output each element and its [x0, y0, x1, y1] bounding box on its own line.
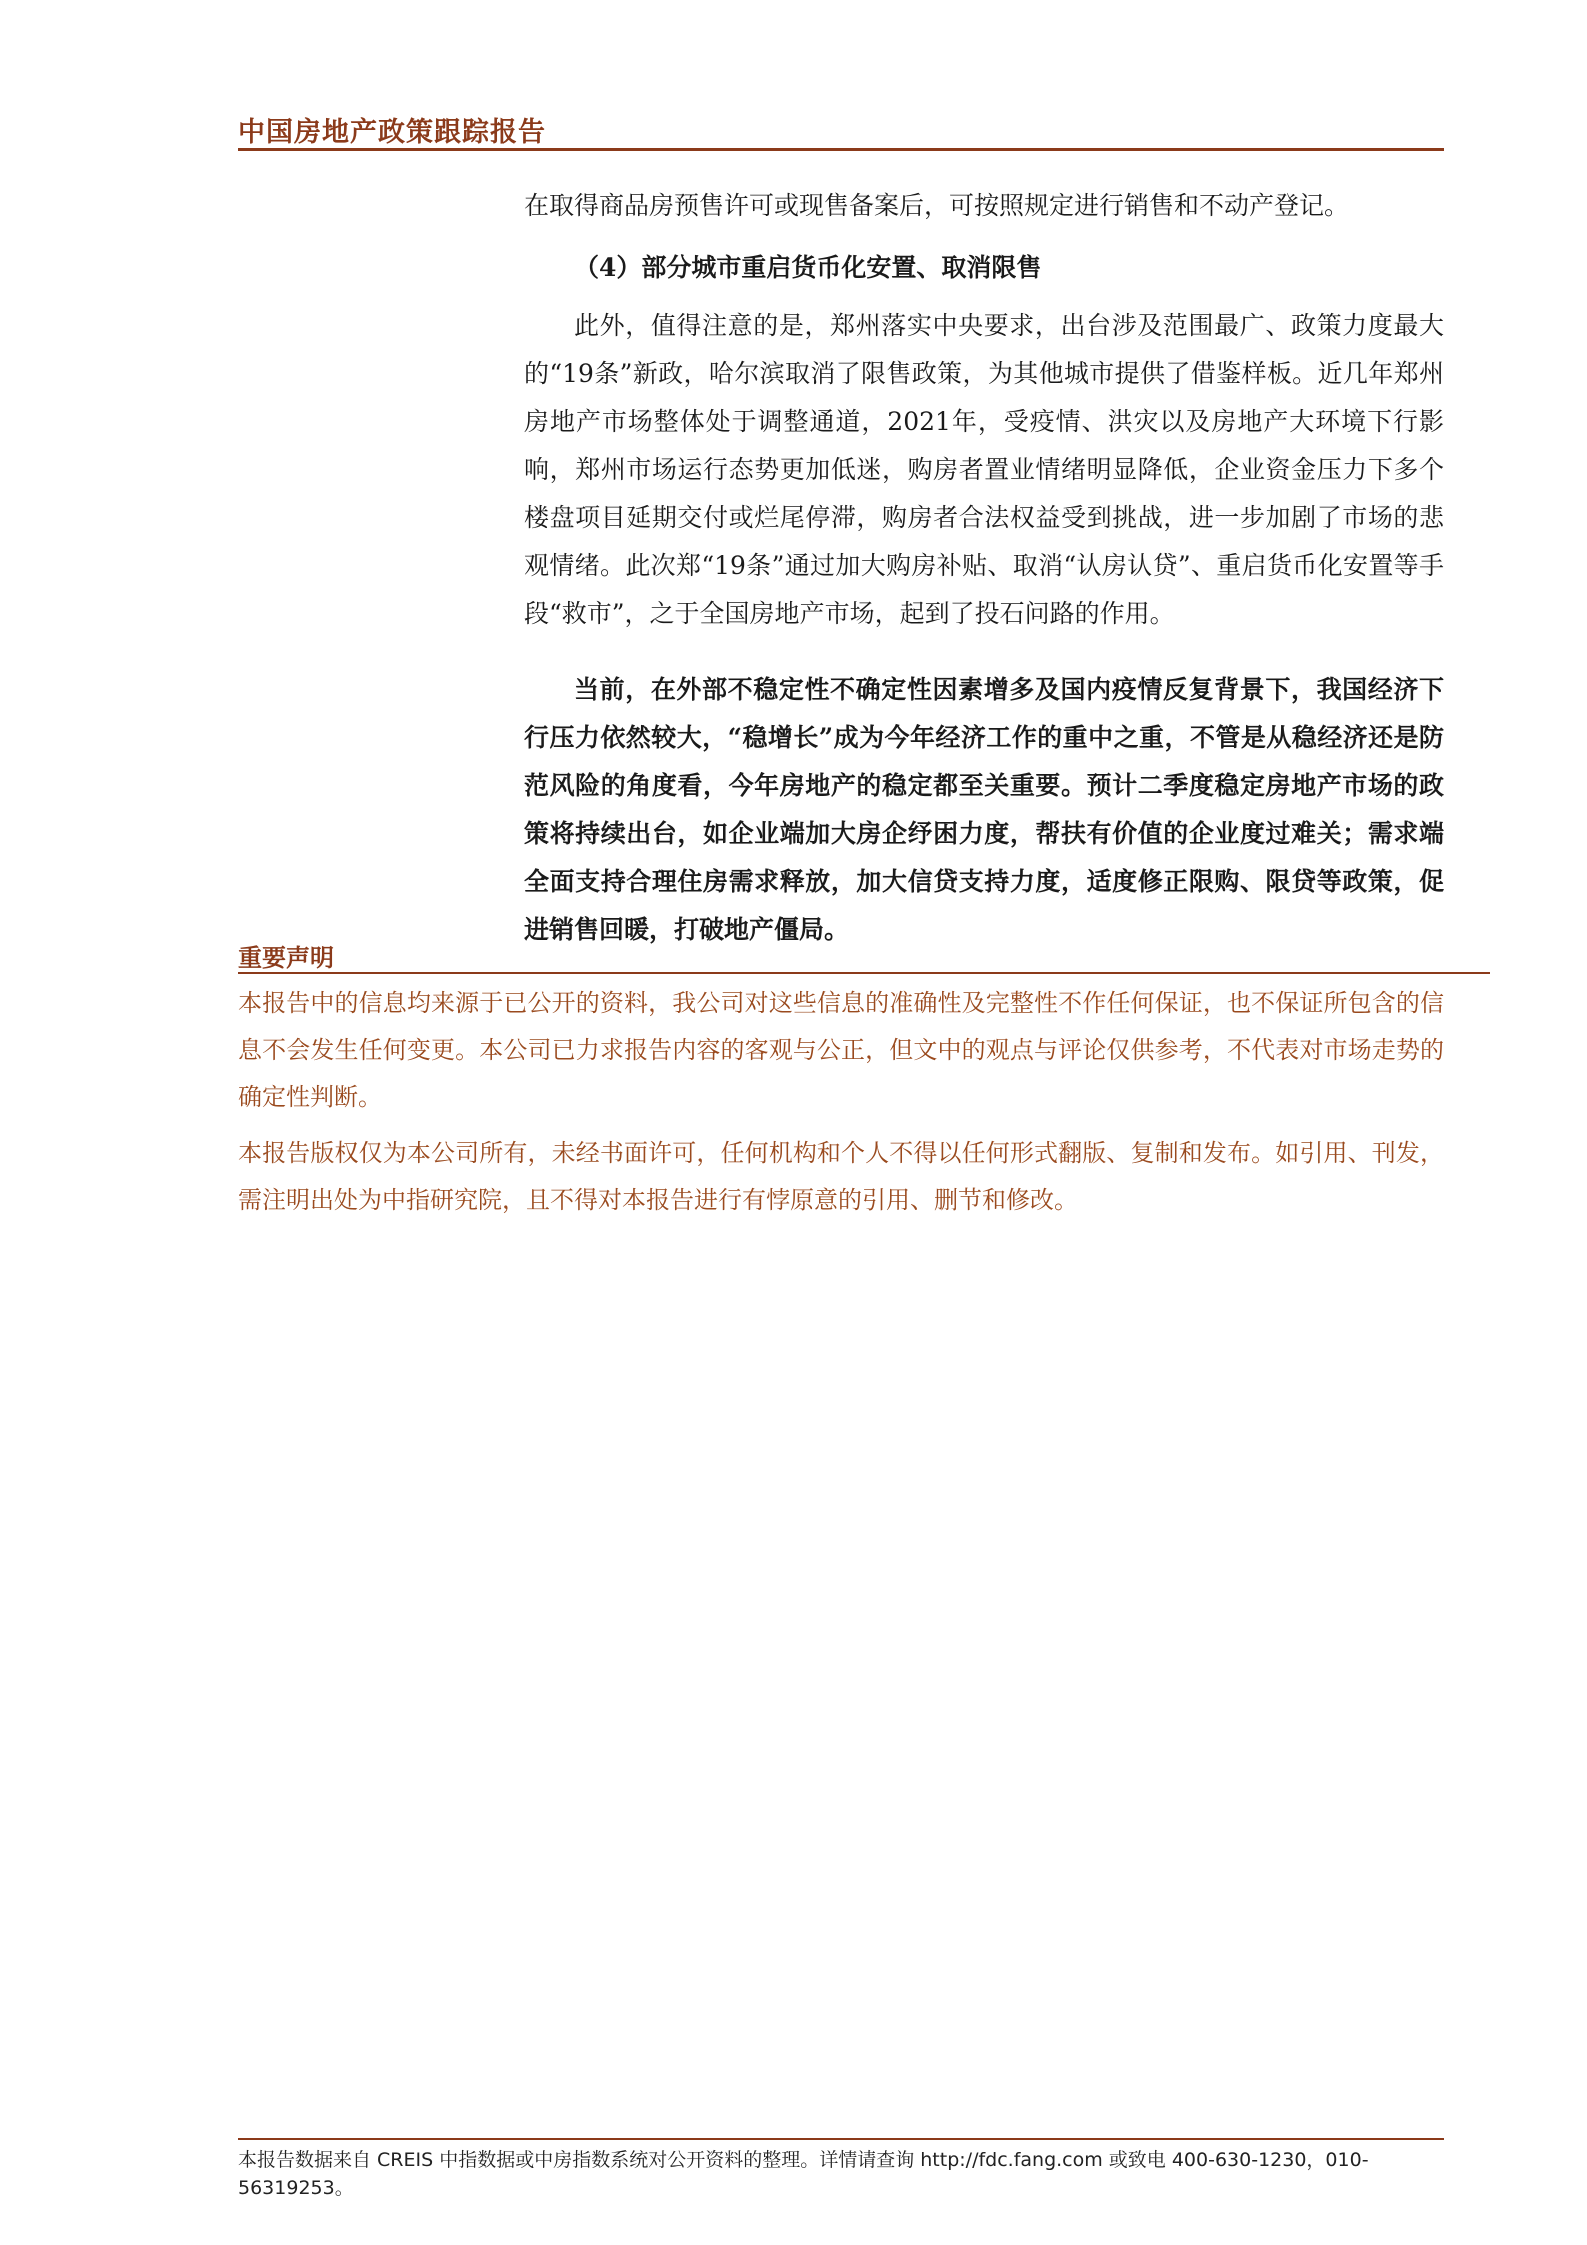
footer-note: 本报告数据来自 CREIS 中指数据或中房指数系统对公开资料的整理。详情请查询 http://fdc.fang.com 或致电 400-630-1230，010-56319253。: [238, 2149, 1369, 2199]
section-subheading: （4）部分城市重启货币化安置、取消限售: [574, 253, 1042, 282]
footer-divider: [238, 2138, 1444, 2140]
report-header-title: 中国房地产政策跟踪报告: [238, 117, 546, 148]
declaration-text-1: 本报告中的信息均来源于已公开的资料，我公司对这些信息的准确性及完整性不作任何保证，也不保证所包含的信息不会发生任何变更。本公司已力求报告内容的客观与公正，但文中的观点与评论仅供参考，不代表对市场走势的确定性判断。: [238, 989, 1444, 1111]
body-paragraph-2-bold: 当前，在外部不稳定性不确定性因素增多及国内疫情反复背景下，我国经济下行压力依然较大，“稳增长”成为今年经济工作的重中之重，不管是从稳经济还是防范风险的角度看，今年房地产的稳定都至关重要。预计二季度稳定房地产市场的政策将持续出台，如企业端加大房企纾困力度，帮扶有价值的企业度过难关；需求端全面支持合理住房需求释放，加大信贷支持力度，适度修正限购、限贷等政策，促进销售回暖，打破地产僵局。: [524, 675, 1444, 944]
declaration-divider: [238, 972, 1490, 974]
continuation-paragraph: 在取得商品房预售许可或现售备案后，可按照规定进行销售和不动产登记。: [524, 191, 1350, 220]
declaration-heading: 重要声明: [238, 943, 334, 972]
declaration-text-2: 本报告版权仅为本公司所有，未经书面许可，任何机构和个人不得以任何形式翻版、复制和发布。如引用、刊发，需注明出处为中指研究院，且不得对本报告进行有悖原意的引用、删节和修改。: [238, 1139, 1444, 1214]
body-paragraph-1: 此外，值得注意的是，郑州落实中央要求，出台涉及范围最广、政策力度最大的“19条”新政，哈尔滨取消了限售政策，为其他城市提供了借鉴样板。近几年郑州房地产市场整体处于调整通道，2021年，受疫情、洪灾以及房地产大环境下行影响，郑州市场运行态势更加低迷，购房者置业情绪明显降低，企业资金压力下多个楼盘项目延期交付或烂尾停滞，购房者合法权益受到挑战，进一步加剧了市场的悲观情绪。此次郑“19条”通过加大购房补贴、取消“认房认贷”、重启货币化安置等手段“救市”，之于全国房地产市场，起到了投石问路的作用。: [524, 311, 1444, 628]
header-divider: [238, 148, 1444, 151]
